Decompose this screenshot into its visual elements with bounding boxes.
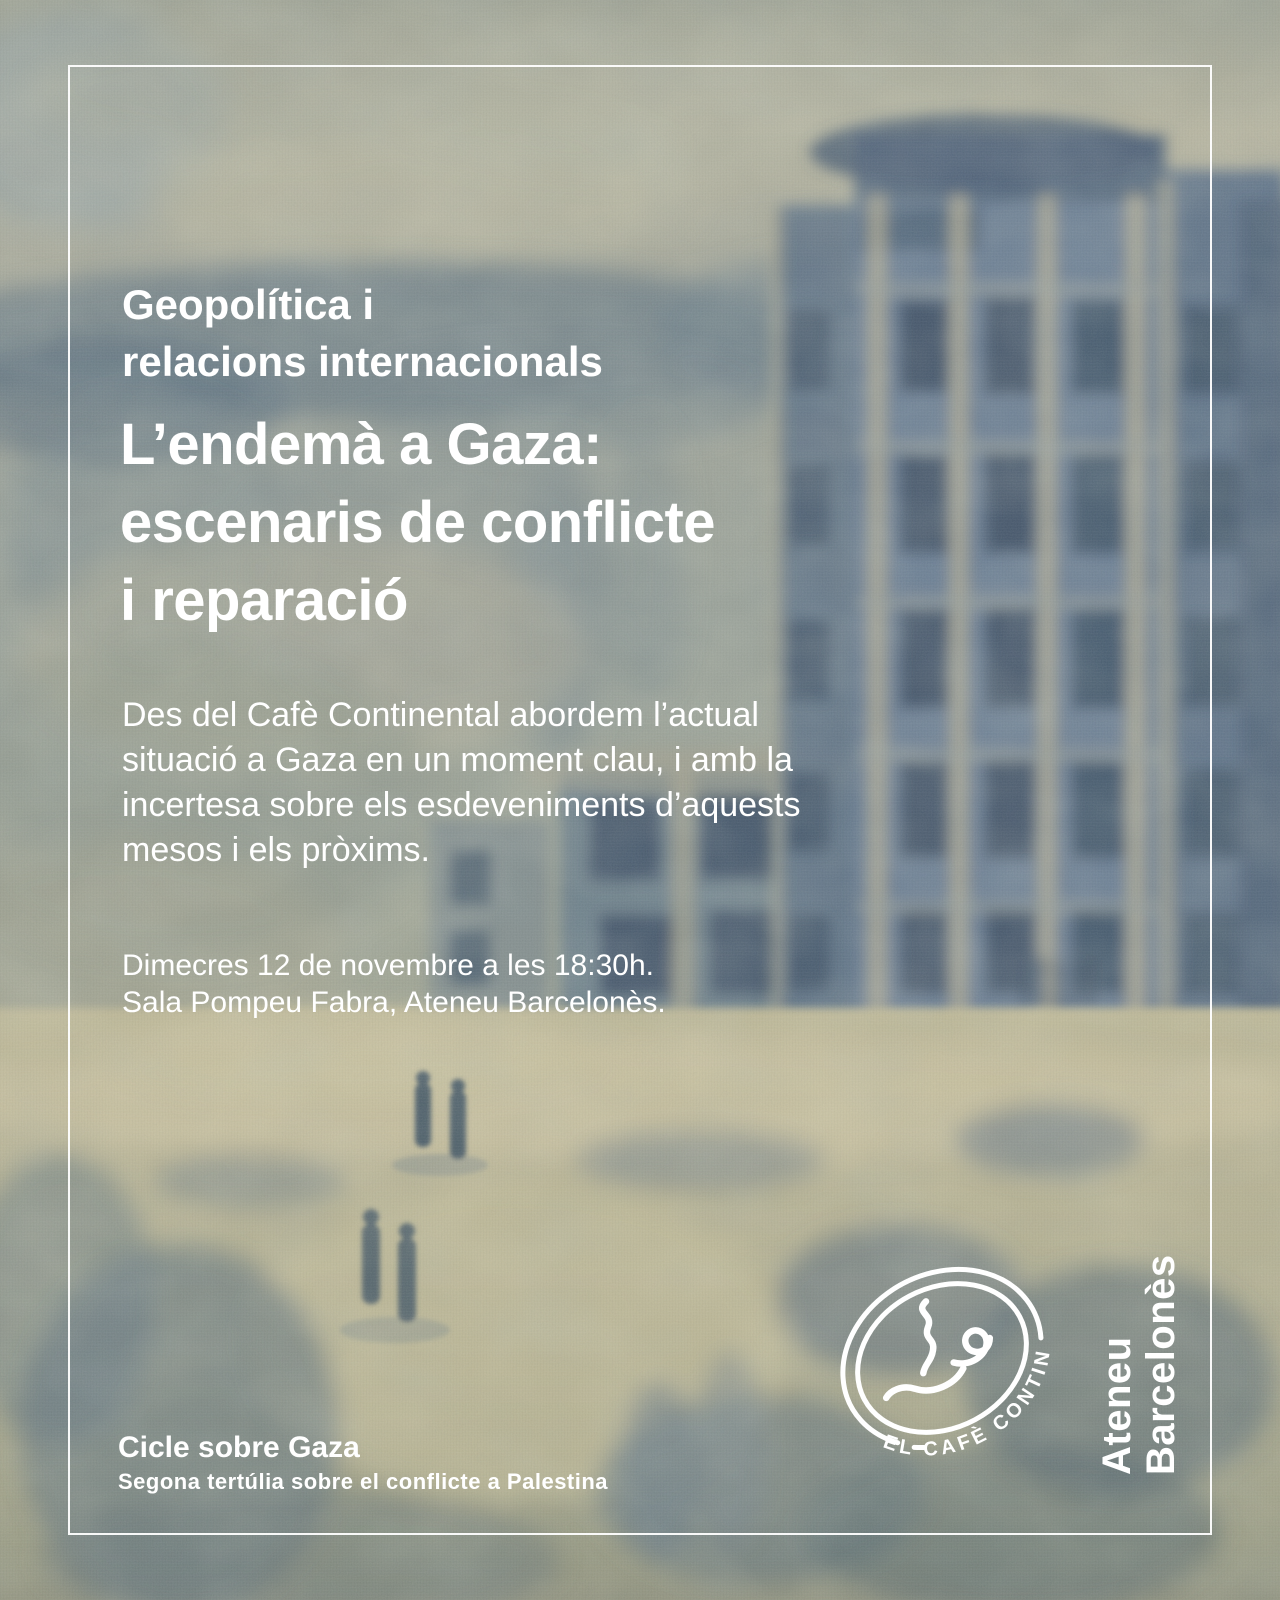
series-title: Cicle sobre Gaza [118,1431,360,1464]
logo-ring-text: EL CAFÈ CONTINENTAL [880,1338,1056,1461]
organizer-line: Ateneu [1095,1336,1139,1475]
description-line: incertesa sobre els esdeveniments d’aquests [122,786,801,824]
event-datetime: Dimecres 12 de novembre a les 18:30h. [122,949,654,982]
event-details [122,947,666,1021]
title-line: escenaris de conflicte [120,490,716,555]
title-line: L’endemà a Gaza: [120,412,602,477]
description-line: Des del Cafè Continental abordem l’actual [122,696,759,734]
organizer-line: Barcelonès [1139,1254,1183,1475]
eyebrow-heading [122,276,603,390]
title-line: i reparació [120,568,408,633]
logo-outer-ring [818,1238,1058,1454]
event-venue: Sala Pompeu Fabra, Ateneu Barcelonès. [122,986,666,1019]
cafe-continental-logo [818,1238,1066,1490]
page-title [120,406,715,640]
series-footer [118,1429,608,1497]
reclining-figure-icon [866,1289,999,1402]
eyebrow-line: relacions internacionals [122,338,603,385]
description-line: mesos i els pròxims. [122,831,430,869]
description-line: situació a Gaza en un moment clau, i amb la [122,741,793,779]
svg-text:EL CAFÈ CONTINENTAL [847,1294,1066,1490]
organizer-wordmark [1095,1229,1183,1475]
event-description [122,693,801,873]
logo-inner-ring [831,1255,1052,1461]
series-subtitle: Segona tertúlia sobre el conflicte a Palestina [118,1469,609,1494]
eyebrow-line: Geopolítica i [122,281,375,328]
